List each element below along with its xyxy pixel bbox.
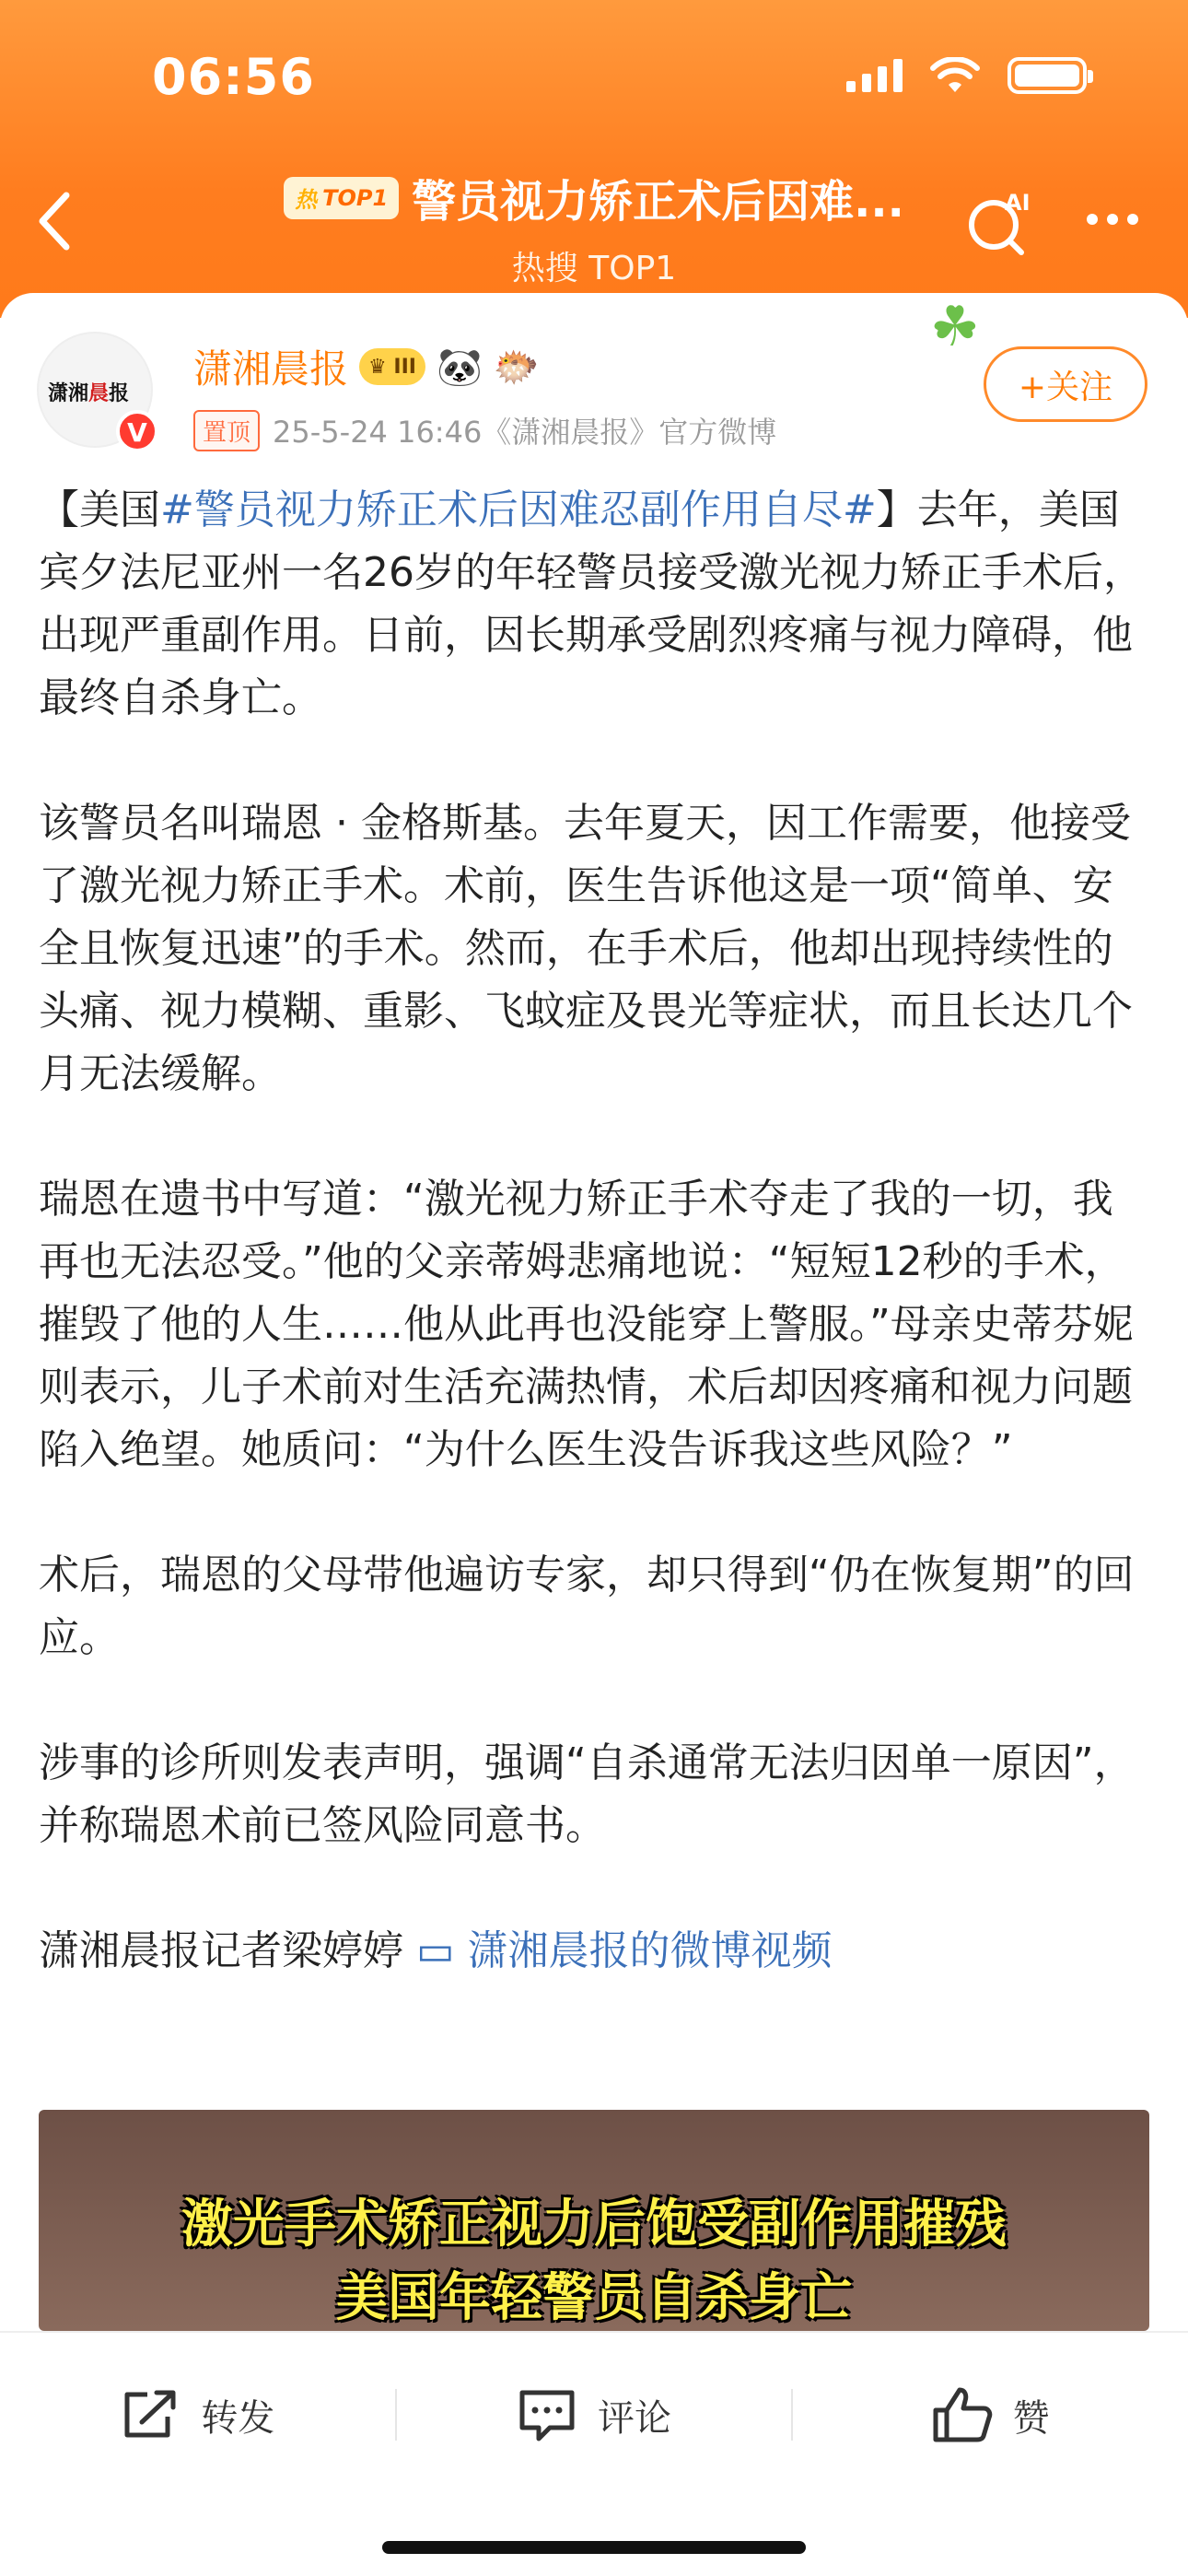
like-button[interactable]	[793, 2386, 1188, 2443]
page-subtitle: 热搜 TOP1	[511, 250, 677, 287]
battery-icon	[1007, 57, 1087, 94]
home-indicator[interactable]	[382, 2541, 806, 2554]
share-icon	[120, 2387, 181, 2442]
paragraph-4: 术后，瑞恩的父母带他遍访专家，却只得到“仍在恢复期”的回应。	[39, 1551, 1135, 1661]
video-link[interactable]: ▭ 潇湘晨报的微博视频	[416, 1927, 833, 1974]
pinned-label: 置顶	[193, 410, 260, 451]
author-row	[193, 339, 540, 394]
video-link-icon: ▭	[416, 1927, 468, 1974]
wifi-icon	[930, 57, 980, 94]
status-icons	[846, 57, 1087, 94]
verified-badge: V	[116, 410, 158, 452]
repost-button[interactable]	[0, 2387, 395, 2442]
paragraph-2: 该警员名叫瑞恩 · 金格斯基。去年夏天，因工作需要，他接受了激光视力矫正手术。术前，医生告诉他这是一项“简单、安全且恢复迅速”的手术。然而，在手术后，他却出现持续性的头痛、视力模糊、重影、飞蚊症及畏光等症状，而且长达几个月无法缓解。	[39, 800, 1133, 1097]
clover-decoration-icon: ☘	[930, 295, 980, 359]
comment-label: 评论	[598, 2396, 671, 2440]
fish-icon: 🐡	[493, 345, 540, 389]
video-player[interactable]	[39, 2110, 1149, 2331]
hot-top-badge: 热 TOP1	[284, 177, 399, 219]
author-name[interactable]: 潇湘晨报	[193, 346, 349, 392]
follow-button[interactable]: +关注	[984, 346, 1147, 422]
paragraph-3: 瑞恩在遗书中写道：“激光视力矫正手术夺走了我的一切，我再也无法忍受。”他的父亲蒂姆悲痛地说：“短短12秒的手术，摧毁了他的人生……他从此再也没能穿上警服。”母亲史蒂芬妮则表示，儿子术前对生活充满热情，术后却因疼痛和视力问题陷入绝望。她质问：“为什么医生没告诉我这些风险？”	[39, 1176, 1134, 1473]
action-bar	[0, 2331, 1188, 2497]
cellular-signal-icon	[846, 59, 903, 92]
page-title: 警员视力矫正术后因难...	[412, 176, 904, 228]
video-caption-2: 美国年轻警员自杀身亡	[336, 2268, 852, 2328]
comment-button[interactable]	[397, 2387, 792, 2442]
like-label: 赞	[1012, 2396, 1050, 2440]
hashtag-link[interactable]: #警员视力矫正术后因难忍副作用自尽#	[160, 486, 877, 533]
level-badge: ♛ III	[359, 348, 425, 385]
panda-icon: 🐼	[436, 345, 483, 389]
paragraph-1: 【美国#警员视力矫正术后因难忍副作用自尽#】去年，美国宾夕法尼亚州一名26岁的年轻警员接受激光视力矫正手术后，出现严重副作用。日前，因长期承受剧烈疼痛与视力障碍，他最终自杀身亡。	[39, 486, 1144, 721]
crown-icon: ♛	[368, 355, 394, 379]
comment-icon	[517, 2387, 577, 2442]
post-time-source: 25-5-24 16:46《潇湘晨报》官方微博	[273, 415, 777, 450]
thumbs-up-icon	[932, 2386, 993, 2443]
paragraph-6: 潇湘晨报记者梁婷婷 ▭ 潇湘晨报的微博视频	[39, 1927, 833, 1974]
avatar-logo: 潇湘晨报	[48, 382, 130, 405]
status-time: 06:56	[152, 48, 315, 106]
more-options-icon[interactable]	[1087, 214, 1138, 225]
video-caption-1: 激光手术矫正视力后饱受副作用摧残	[181, 2195, 1007, 2254]
repost-label: 转发	[201, 2396, 275, 2440]
ai-label: AI	[1005, 190, 1031, 216]
fire-icon: 热	[295, 187, 318, 213]
post-body	[39, 479, 1153, 2045]
post-meta	[193, 409, 776, 451]
ai-search-icon[interactable]	[962, 184, 1036, 258]
paragraph-5: 涉事的诊所则发表声明，强调“自杀通常无法归因单一原因”，并称瑞恩术前已签风险同意书。	[39, 1739, 1135, 1849]
